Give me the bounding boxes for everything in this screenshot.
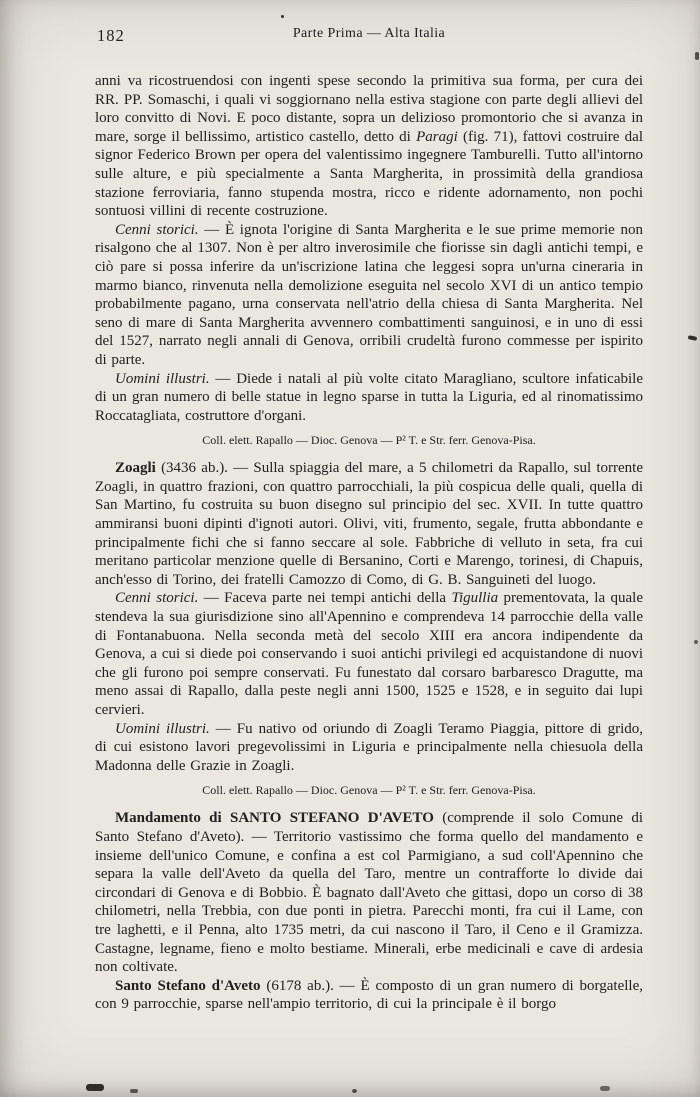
- scan-artifact: [281, 15, 284, 18]
- italic-text-run: Uomini illustri.: [115, 720, 210, 737]
- scan-artifact: [600, 1086, 610, 1091]
- text-run: (6178 ab.). — È composto di un gran numero di borgatelle, con 9 parrocchie, sparse nell'ampio territorio, di cui la principale è il borgo: [95, 977, 643, 1013]
- para-zoagli: [95, 459, 643, 589]
- bold-text-run: Zoagli: [115, 460, 156, 477]
- italic-text-run: Cenni storici.: [115, 590, 199, 607]
- bold-text-run: Santo Stefano d'Aveto: [115, 977, 261, 994]
- para-uomini-illustri-zoagli: [95, 720, 643, 776]
- text-run: — Faceva parte nei tempi antichi della: [198, 590, 452, 607]
- italic-text-run: Uomini illustri.: [115, 370, 210, 387]
- scan-artifact: [130, 1089, 138, 1093]
- running-title: Parte Prima — Alta Italia: [292, 26, 446, 41]
- note-coll-elett-rapallo-1: [95, 433, 643, 448]
- text-run: prementovata, la quale stendeva la sua giurisdizione sino all'Apennino e comprendeva 14 parrocchie della valle di Fontanabuona. Nella seconda metà del secolo XIII era ancora indipendente da Genova, a cui si diede poi conservando i suoi antichi privilegi ed acquistandone di nuovi che gli furono poi sempre conservati. Fu funestato dal corsaro barbaresco Dragutte, ma meno assai di Rapallo, dalla peste negli anni 1500, 1525 e 1528, e in seguito dai lupi cervieri.: [95, 590, 644, 718]
- text-run: — È ignota l'origine di Santa Margherita e le sue prime memorie non risalgono che al 1307. Non è per altro inverosimile che fiorisse sin dagli antichi tempi, e ciò pare si possa inferire da un'iscrizione latina che leggesi sopra un'urna cineraria in marmo bianco, rinvenuta nella demolizione eseguita nel secolo XVI di un antico tempio probabilmente pagano, urna conservata nell'atrio della chiesa di Santa Margherita. Nel seno di mare di Santa Margherita avvennero combattimenti sanguinosi, e in uno di essi del 1527, narrato negli annali di Genova, orribili crudeltà furono commesse per ispirito di parte.: [95, 221, 643, 368]
- italic-text-run: Cenni storici.: [115, 221, 199, 238]
- para-cenni-storici-santa-margherita: [95, 221, 643, 370]
- text-run: Coll. elett. Rapallo — Dioc. Genova — P² T. e Str. ferr. Genova-Pisa.: [202, 783, 536, 798]
- text-run: (comprende il solo Comune di Santo Stefano d'Aveto). — Territorio vastissimo che forma quello del mandamento e insieme dell'unico Comune, e confina a est col Parmigiano, a sud coll'Apennino che separa la valle dell'Aveto da quella del Taro, mentre un contrafforte lo divide dai circondari di Genova e di Bobbio. È bagnato dall'Aveto che gittasi, dopo un corso di 38 chilometri, nella Trebbia, con due ponti in pietra. Parecchi monti, fra cui il Lame, con tre laghetti, e il Penna, alto 1735 metri, da cui nascono il Taro, il Ceno e il Gramizza. Castagne, legname, fieno e molto bestiame. Minerali, erbe medicinali e cave di ardesia non coltivate.: [95, 810, 644, 976]
- scan-artifact: [694, 640, 698, 644]
- text-block: [95, 72, 643, 1014]
- para-santa-margherita-continuation: [95, 72, 643, 221]
- text-run: (3436 ab.). — Sulla spiaggia del mare, a 5 chilometri da Rapallo, sul torrente Zoagli, in quattro frazioni, con quattro parrocchiali, la più cospicua delle quali, quella di San Martino, fu costruita su buon disegno sul principio del sec. XVII. In tutte quattro ammiransi buoni dipinti d'ignoti autori. Olivi, viti, frumento, segale, frutta abbondante e principalmente fichi che si fanno seccare al sole. Fabbriche di velluto in seta, fra cui meritano particolar menzione quelle di Bersanino, Corti e Marengo, torinesi, di Chapuis, anch'esso di Torino, dei fratelli Camozzo di Como, di G. B. Sanguineti del luogo.: [95, 460, 643, 588]
- italic-text-run: Paragi: [416, 128, 458, 145]
- page-header: [95, 26, 643, 46]
- page-number: 182: [97, 26, 125, 45]
- text-run: — Fu nativo od oriundo di Zoagli Teramo Piaggia, pittore di grido, di cui esistono lavori pregevolissimi in Liguria e principalmente nella chiesuola della Madonna delle Grazie in Zoagli.: [95, 720, 644, 774]
- scan-artifact: [352, 1089, 357, 1093]
- text-run: (fig. 71), fattovi costruire dal signor Federico Brown per opera del valentissimo ingegnere Tamburelli. Tutto all'intorno sulle alture, e più specialmente a Santa Margherita, in prossimità della grandiosa stazione ferroviaria, fanno stupenda mostra, ricco e ridente adornamento, non pochi sontuosi villini di recente costruzione.: [95, 128, 643, 220]
- text-run: Coll. elett. Rapallo — Dioc. Genova — P² T. e Str. ferr. Genova-Pisa.: [202, 433, 536, 448]
- text-run: — Diede i natali al più volte citato Maragliano, scultore infaticabile di un gran numero di belle statue in legno sparse in tutta la Liguria, ed al rinomatissimo Roccatagliata, costruttore d'organi.: [95, 370, 643, 424]
- text-run: anni va ricostruendosi con ingenti spese secondo la primitiva sua forma, per cura dei RR. PP. Somaschi, i quali vi soggiornano nella estiva stagione con parte degli allievi del loro convitto di Novi. E poco distante, sopra un delizioso promontorio che si avanza in mare, sorge il bellissimo, artistico castello, detto di: [95, 73, 643, 145]
- scan-artifact: [86, 1084, 104, 1091]
- bold-text-run: Mandamento di SANTO STEFANO D'AVETO: [115, 810, 434, 827]
- italic-text-run: Tigullia: [451, 590, 499, 607]
- note-coll-elett-rapallo-2: [95, 783, 643, 798]
- scan-artifact: [695, 52, 699, 60]
- para-santo-stefano-daveto: [95, 977, 643, 1014]
- para-uomini-illustri-santa-margherita: [95, 370, 643, 426]
- para-mandamento-santo-stefano-daveto: [95, 809, 643, 976]
- scan-artifact: [688, 335, 698, 341]
- para-cenni-storici-zoagli: [95, 589, 643, 719]
